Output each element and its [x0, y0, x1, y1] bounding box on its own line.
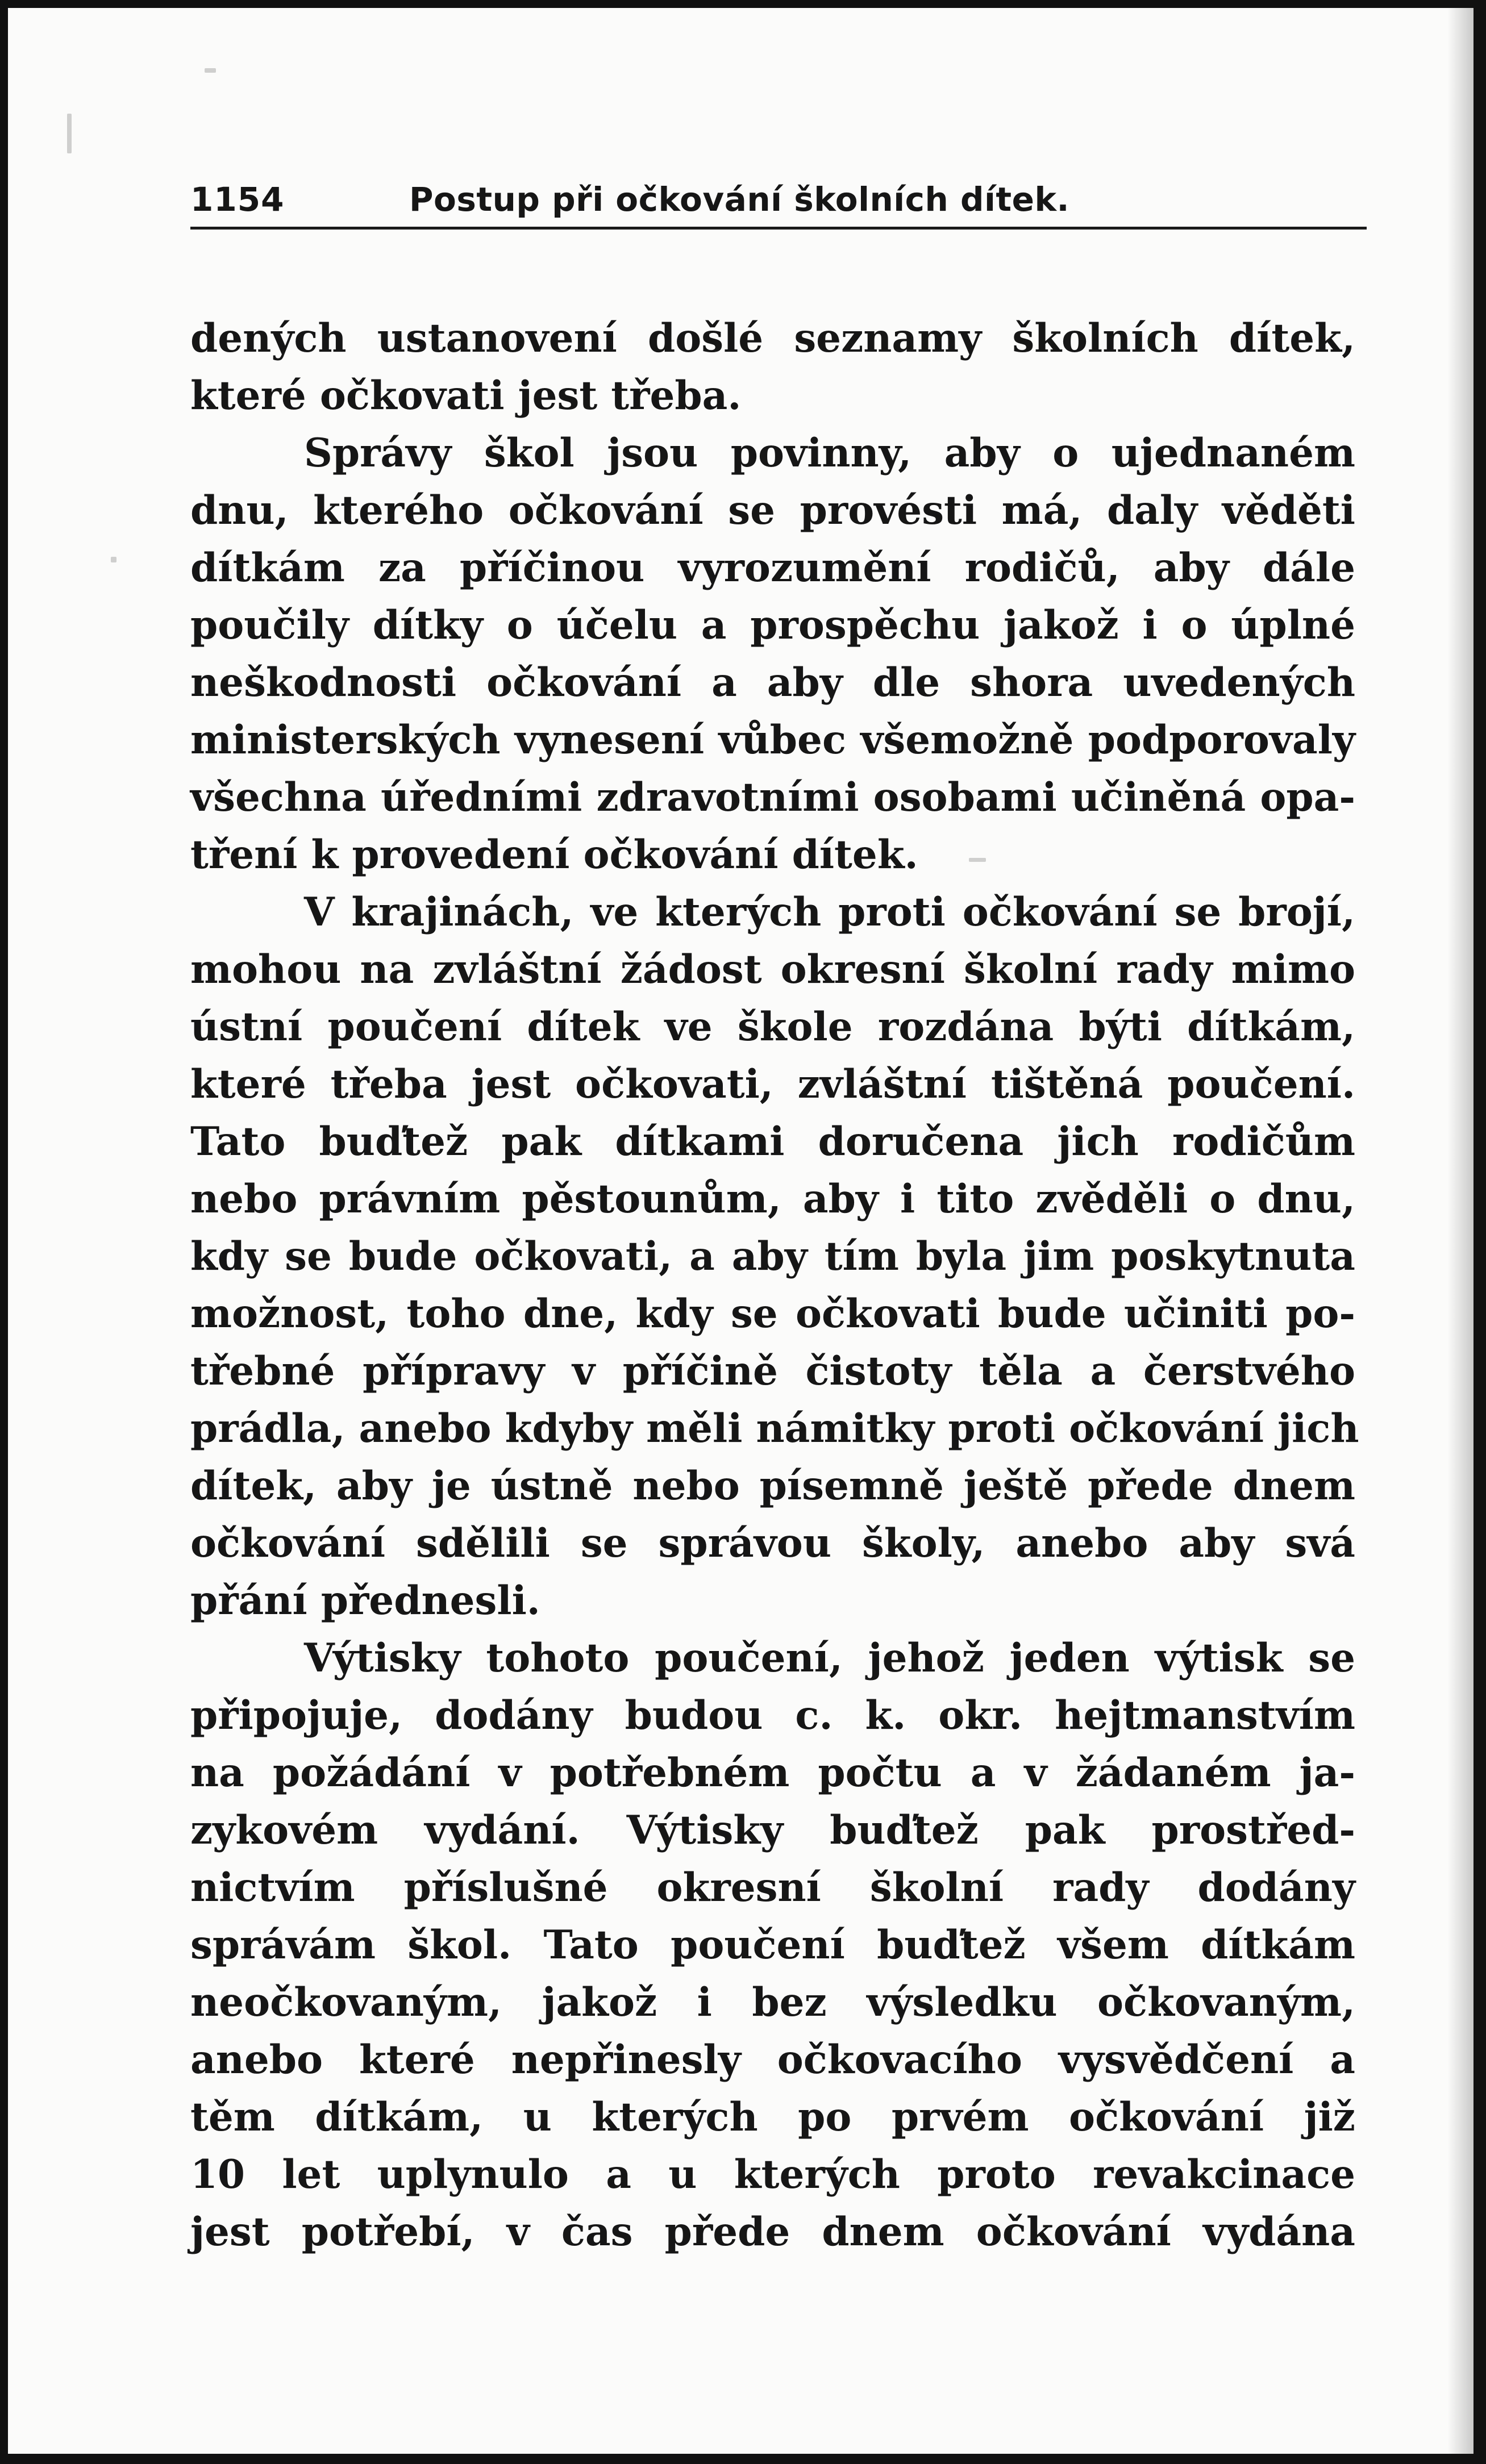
page-header	[190, 177, 1367, 230]
text-line: nebo právním pěstounům, aby i tito zvěděli o dnu,	[190, 1176, 1355, 1222]
text-line: ústní poučení dítek ve škole rozdána býti dítkám,	[190, 1004, 1355, 1050]
text-line: mohou na zvláštní žádost okresní školní rady mimo	[190, 947, 1355, 993]
text-line: jest potřebí, v čas přede dnem očkování vydána	[190, 2209, 1355, 2255]
text-line: které třeba jest očkovati, zvláštní tištěná poučení.	[190, 1061, 1355, 1107]
body-text	[190, 310, 1359, 2261]
page-number: 1154	[190, 180, 285, 219]
text-line: připojuje, dodány budou c. k. okr. hejtmanstvím	[190, 1692, 1355, 1738]
text-line: nictvím příslušné okresní školní rady dodány	[190, 1865, 1355, 1911]
text-line: Správy škol jsou povinny, aby o ujednaném	[304, 430, 1355, 476]
text-line: přání přednesli.	[190, 1578, 540, 1624]
text-line: Výtisky tohoto poučení, jehož jeden výtisk se	[304, 1635, 1355, 1681]
text-line: poučily dítky o účelu a prospěchu jakož i o úplné	[190, 602, 1355, 648]
text-line: správám škol. Tato poučení buďtež všem dítkám	[190, 1922, 1355, 1968]
text-line: ministerských vynesení vůbec všemožně podporovaly	[190, 717, 1355, 763]
text-line: na požádání v potřebném počtu a v žádaném ja-	[190, 1750, 1355, 1796]
text-line: Tato buďtež pak dítkami doručena jich rodičům	[190, 1119, 1355, 1165]
text-line: třebné přípravy v příčině čistoty těla a čerstvého	[190, 1348, 1355, 1394]
text-line: kdy se bude očkovati, a aby tím byla jim poskytnuta	[190, 1233, 1355, 1279]
text-line: možnost, toho dne, kdy se očkovati bude učiniti po-	[190, 1291, 1355, 1337]
text-line: dítek, aby je ústně nebo písemně ještě přede dnem	[190, 1463, 1355, 1509]
text-line: všechna úředními zdravotními osobami učiněná opa-	[190, 774, 1355, 820]
scan-speck	[205, 68, 216, 73]
text-line: těm dítkám, u kterých po prvém očkování již	[190, 2094, 1355, 2140]
text-line: 10 let uplynulo a u kterých proto revakcinace	[190, 2152, 1355, 2198]
text-line: dítkám za příčinou vyrozumění rodičů, aby dále	[190, 545, 1355, 591]
text-line: anebo které nepřinesly očkovacího vysvědčení a	[190, 2037, 1355, 2083]
page-edge-shadow	[1447, 8, 1473, 2454]
scan-speck	[111, 557, 116, 562]
text-line: neškodnosti očkování a aby dle shora uvedených	[190, 660, 1355, 706]
text-line: tření k provedení očkování dítek.	[190, 832, 918, 878]
text-line: dnu, kterého očkování se provésti má, daly věděti	[190, 487, 1355, 533]
text-line: očkování sdělili se správou školy, anebo aby svá	[190, 1520, 1355, 1566]
text-line: které očkovati jest třeba.	[190, 373, 742, 419]
text-line: dených ustanovení došlé seznamy školních dítek,	[190, 315, 1355, 361]
text-line: zykovém vydání. Výtisky buďtež pak prostřed-	[190, 1807, 1355, 1853]
text-line: V krajinách, ve kterých proti očkování se brojí,	[304, 889, 1355, 935]
text-line: prádla, anebo kdyby měli námitky proti očkování jich	[190, 1406, 1359, 1452]
text-line: neočkovaným, jakož i bez výsledku očkovaným,	[190, 1979, 1355, 2025]
scan-speck	[67, 114, 72, 153]
running-title: Postup při očkování školních dítek.	[409, 180, 1070, 219]
